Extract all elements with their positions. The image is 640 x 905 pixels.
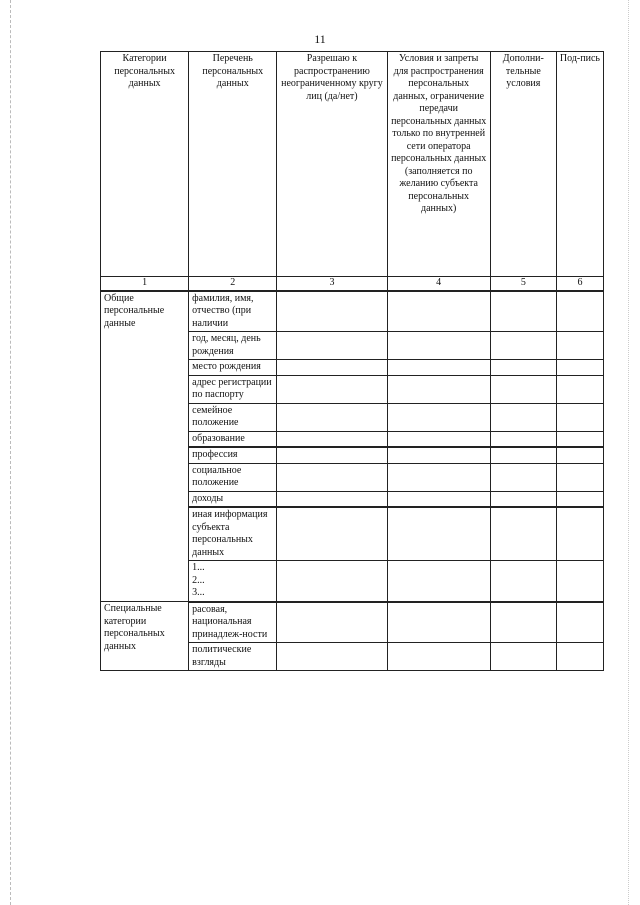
signature-cell[interactable] [556,507,603,561]
permission-cell[interactable] [277,602,387,643]
header-conditions: Условия и запреты для распространения персональных данных, ограничение передачи персональных данных только по внутренней сети оператора персональных данных (заполняется по желанию субъекта персональных данных) [387,52,490,277]
conditions-cell[interactable] [387,561,490,602]
permission-cell[interactable] [277,332,387,360]
permission-cell[interactable] [277,491,387,507]
signature-cell[interactable] [556,431,603,447]
table-row [101,291,604,332]
scan-right-edge [628,0,629,905]
conditions-cell[interactable] [387,291,490,332]
additional-cell[interactable] [490,463,556,491]
signature-cell[interactable] [556,375,603,403]
permission-cell[interactable] [277,291,387,332]
permission-cell[interactable] [277,643,387,671]
data-item: образование [189,431,277,447]
permission-cell[interactable] [277,447,387,463]
extra-item: 2... [192,574,205,586]
signature-cell[interactable] [556,561,603,602]
data-item: политические взгляды [189,643,277,671]
extra-items [189,561,277,602]
conditions-cell[interactable] [387,463,490,491]
extra-item: 3... [192,587,205,598]
permission-cell[interactable] [277,507,387,561]
data-item: профессия [189,447,277,463]
data-item: доходы [189,491,277,507]
category-special: Специальные категории персональных данных [101,602,189,671]
signature-cell[interactable] [556,360,603,376]
column-number: 1 [101,277,189,291]
additional-cell[interactable] [490,360,556,376]
additional-cell[interactable] [490,561,556,602]
signature-cell[interactable] [556,291,603,332]
additional-cell[interactable] [490,602,556,643]
table-row [101,602,604,643]
personal-data-consent-table [100,51,604,671]
conditions-cell[interactable] [387,431,490,447]
conditions-cell[interactable] [387,447,490,463]
data-item: место рождения [189,360,277,376]
signature-cell[interactable] [556,643,603,671]
header-permission: Разрешаю к распространению неограниченному кругу лиц (да/нет) [277,52,387,277]
conditions-cell[interactable] [387,360,490,376]
conditions-cell[interactable] [387,602,490,643]
data-item: адрес регистрации по паспорту [189,375,277,403]
data-item: расовая, национальная принадлеж-ности [189,602,277,643]
signature-cell[interactable] [556,602,603,643]
permission-cell[interactable] [277,360,387,376]
data-item: иная информация субъекта персональных данных [189,507,277,561]
permission-cell[interactable] [277,463,387,491]
header-list: Перечень персональных данных [189,52,277,277]
page-number: 11 [314,32,326,46]
conditions-cell[interactable] [387,491,490,507]
signature-cell[interactable] [556,403,603,431]
permission-cell[interactable] [277,403,387,431]
header-category: Категории персональных данных [101,52,189,277]
column-number: 3 [277,277,387,291]
data-item: фамилия, имя, отчество (при наличии [189,291,277,332]
permission-cell[interactable] [277,431,387,447]
data-item: социальное положение [189,463,277,491]
conditions-cell[interactable] [387,375,490,403]
signature-cell[interactable] [556,463,603,491]
scan-left-edge [10,0,11,905]
additional-cell[interactable] [490,375,556,403]
signature-cell[interactable] [556,332,603,360]
additional-cell[interactable] [490,491,556,507]
additional-cell[interactable] [490,403,556,431]
column-number: 5 [490,277,556,291]
conditions-cell[interactable] [387,332,490,360]
header-signature: Под-пись [556,52,603,277]
permission-cell[interactable] [277,375,387,403]
conditions-cell[interactable] [387,643,490,671]
conditions-cell[interactable] [387,507,490,561]
extra-item: 1... [192,562,205,573]
additional-cell[interactable] [490,447,556,463]
column-number: 4 [387,277,490,291]
conditions-cell[interactable] [387,403,490,431]
additional-cell[interactable] [490,291,556,332]
column-number: 2 [189,277,277,291]
additional-cell[interactable] [490,332,556,360]
header-additional: Дополни-тельные условия [490,52,556,277]
additional-cell[interactable] [490,431,556,447]
signature-cell[interactable] [556,447,603,463]
data-item: год, месяц, день рождения [189,332,277,360]
table-header-row [101,52,604,277]
category-general: Общие персональные данные [101,291,189,602]
permission-cell[interactable] [277,561,387,602]
data-item: семейное положение [189,403,277,431]
signature-cell[interactable] [556,491,603,507]
additional-cell[interactable] [490,643,556,671]
column-number-row [101,277,604,291]
column-number: 6 [556,277,603,291]
additional-cell[interactable] [490,507,556,561]
